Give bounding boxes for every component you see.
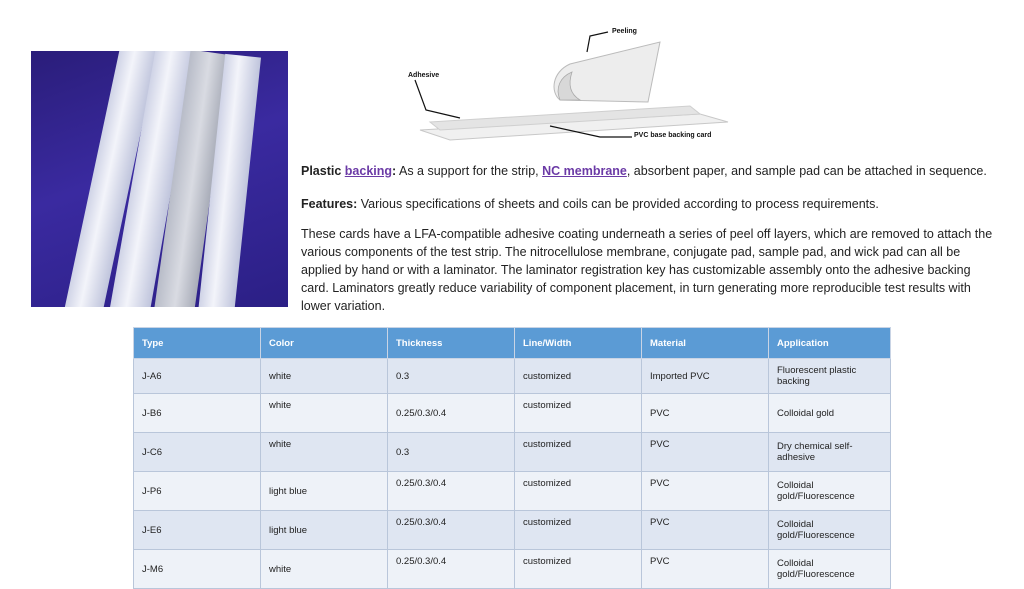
base-card-label: PVC base backing card xyxy=(634,132,712,139)
cell-application: Fluorescent plastic backing xyxy=(769,359,891,394)
cell-thickness: 0.3 xyxy=(388,359,515,394)
cell-application: Colloidal gold/Fluorescence xyxy=(769,472,891,511)
cell-thickness: 0.25/0.3/0.4 xyxy=(388,550,515,589)
backing-lead: Plastic xyxy=(301,164,345,178)
cell-color: light blue xyxy=(261,511,388,550)
cell-color: white xyxy=(261,433,388,472)
cell-material: PVC xyxy=(642,550,769,589)
cell-line-width: customized xyxy=(515,550,642,589)
features-lead: Features: xyxy=(301,197,358,211)
cell-application: Colloidal gold/Fluorescence xyxy=(769,511,891,550)
cell-type: J-M6 xyxy=(134,550,261,589)
cell-application: Colloidal gold/Fluorescence xyxy=(769,550,891,589)
features-text: Various specifications of sheets and coils can be provided according to process requirements. xyxy=(357,197,879,211)
backing-link[interactable]: backing xyxy=(344,164,393,178)
backing-description xyxy=(301,162,1001,180)
header-material: Material xyxy=(642,328,769,359)
cell-thickness: 0.25/0.3/0.4 xyxy=(388,394,515,433)
cell-line-width: customized xyxy=(515,511,642,550)
nc-membrane-link[interactable]: NC membrane xyxy=(542,164,627,178)
cell-type: J-A6 xyxy=(134,359,261,394)
backing-card-diagram xyxy=(400,22,730,152)
cell-material: PVC xyxy=(642,472,769,511)
cell-color: white xyxy=(261,359,388,394)
colon-text: : xyxy=(392,164,397,178)
cell-color: white xyxy=(261,550,388,589)
cell-material: PVC xyxy=(642,511,769,550)
header-line-width: Line/Width xyxy=(515,328,642,359)
cell-line-width: customized xyxy=(515,359,642,394)
cell-material: Imported PVC xyxy=(642,359,769,394)
cell-thickness: 0.25/0.3/0.4 xyxy=(388,511,515,550)
cell-color: white xyxy=(261,394,388,433)
spec-table xyxy=(133,327,891,589)
backing-mid: As a support for the strip, xyxy=(396,164,543,178)
adhesive-label: Adhesive xyxy=(408,72,440,79)
cell-thickness: 0.25/0.3/0.4 xyxy=(388,472,515,511)
cell-material: PVC xyxy=(642,394,769,433)
header-application: Application xyxy=(769,328,891,359)
peeling-label: Peeling xyxy=(612,28,637,35)
cell-color: light blue xyxy=(261,472,388,511)
table-header-row xyxy=(134,328,891,359)
cell-type: J-P6 xyxy=(134,472,261,511)
cell-type: J-C6 xyxy=(134,433,261,472)
table-row xyxy=(134,472,891,511)
product-photo xyxy=(31,51,288,307)
features-paragraph xyxy=(301,195,1001,213)
cell-application: Dry chemical self-adhesive xyxy=(769,433,891,472)
header-thickness: Thickness xyxy=(388,328,515,359)
table-row xyxy=(134,550,891,589)
table-row xyxy=(134,511,891,550)
backing-rest: , absorbent paper, and sample pad can be attached in sequence. xyxy=(626,164,987,178)
cell-line-width: customized xyxy=(515,472,642,511)
cell-line-width: customized xyxy=(515,394,642,433)
table-row xyxy=(134,394,891,433)
table-row xyxy=(134,433,891,472)
cell-type: J-E6 xyxy=(134,511,261,550)
cell-material: PVC xyxy=(642,433,769,472)
header-color: Color xyxy=(261,328,388,359)
cell-line-width: customized xyxy=(515,433,642,472)
cell-thickness: 0.3 xyxy=(388,433,515,472)
header-type: Type xyxy=(134,328,261,359)
cell-application: Colloidal gold xyxy=(769,394,891,433)
table-row xyxy=(134,359,891,394)
cell-type: J-B6 xyxy=(134,394,261,433)
cards-paragraph: These cards have a LFA-compatible adhesive coating underneath a series of peel off layers, which are removed to attach the various components of the test strip. The nitrocellulose membrane, conjugate pad, sample pad, and wick pad can all be applied by hand or with a laminator. The laminator registration key has customizable assembly onto the adhesive backing card. Laminators greatly reduce variability of component placement, in turn generating more reproducible test results with lower variation. xyxy=(301,227,993,313)
